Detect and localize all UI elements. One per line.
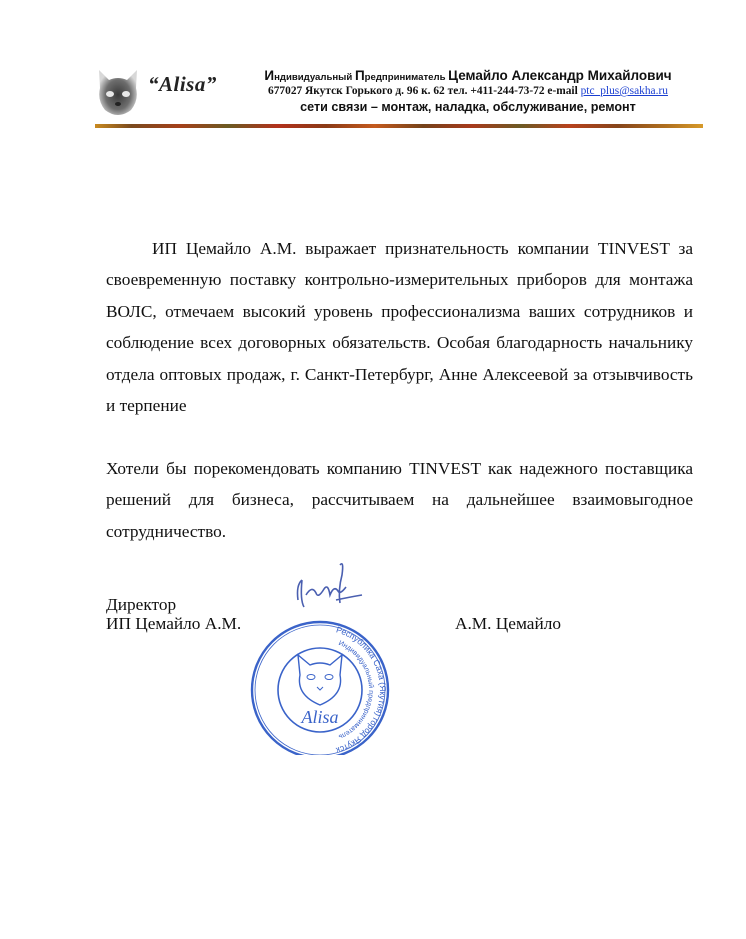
- paragraph-gratitude: ИП Цемайло А.М. выражает признательность компании TINVEST за своевременную поставку контрольно-измерительных приборов для монтажа ВОЛС, отмечаем высокий уровень профессионализма ваших сотрудников и соблюдение всех договорных обязательств. Особая благодарность начальнику отдела оптовых продаж, г. Санкт-Петербург, Анне Алексеевой за отзывчивость и терпение: [106, 239, 693, 416]
- signatory-org: ИП Цемайло А.М.: [106, 614, 242, 633]
- letterhead-title: [233, 67, 703, 84]
- letterhead-contacts: [233, 84, 703, 99]
- stamp-outer-text: Республика Саха (Якутия) город Якутск: [335, 624, 389, 755]
- svg-text:Alisa: Alisa: [301, 707, 339, 727]
- cat-logo-icon: [95, 66, 141, 118]
- address-phone: 677027 Якутск Горького д. 96 к. 62 тел. +411-244-73-72 e-mail: [268, 85, 581, 97]
- title-cap-2: П: [354, 68, 365, 83]
- title-cap-1: И: [264, 68, 275, 83]
- letter-body: [106, 233, 693, 547]
- logo-wordmark: “Alisa”: [148, 72, 217, 96]
- official-stamp-icon: [240, 555, 400, 755]
- letterhead-lines: [233, 67, 703, 116]
- signatory-name: А.М. Цемайло: [455, 614, 561, 633]
- signatory-title: Директор: [106, 595, 177, 614]
- letterhead-services: сети связи – монтаж, наладка, обслуживание, ремонт: [300, 100, 636, 114]
- letterhead-divider: [95, 124, 703, 128]
- title-rest-1: ндивидуальный: [274, 72, 355, 83]
- stamp-inner-text: Индивидуальный предприниматель: [337, 639, 375, 741]
- signature-block: [106, 595, 241, 633]
- owner-name: Цемайло Александр Михайлович: [448, 68, 672, 83]
- email-link[interactable]: ptc_plus@sakha.ru: [580, 85, 668, 97]
- paragraph-recommendation: Хотели бы порекомендовать компанию TINVEST как надежного поставщика решений для бизнеса, рассчитываем на дальнейшее взаимовыгодное сотрудничество.: [106, 458, 693, 541]
- letterhead: [95, 62, 703, 122]
- title-rest-2: редприниматель: [364, 72, 449, 83]
